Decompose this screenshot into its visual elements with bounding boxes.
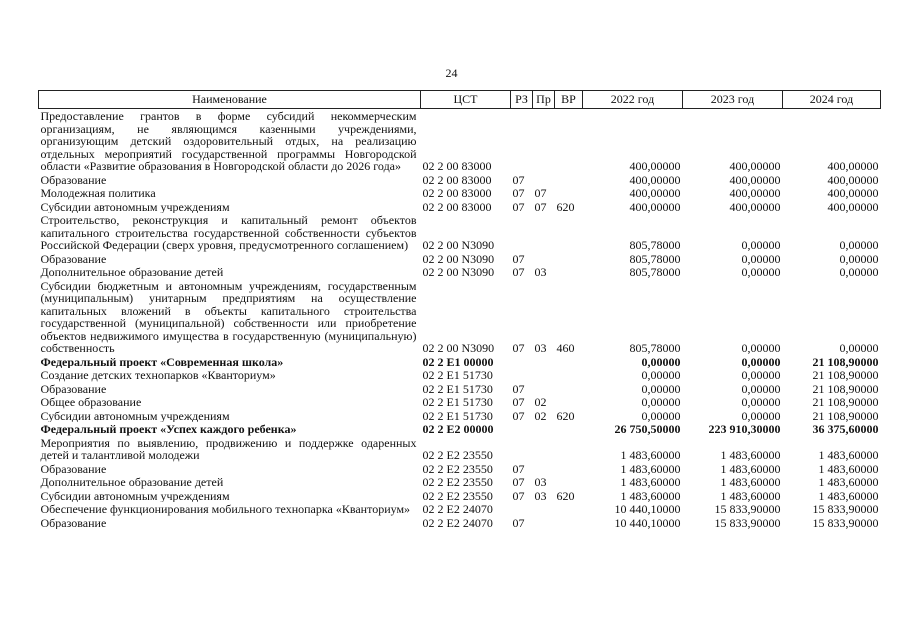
table-row (39, 279, 881, 355)
cell-cst: 02 2 E2 23550 (422, 448, 493, 462)
cell-2022: 400,00000 (629, 199, 681, 213)
cell-cst: 02 2 E2 24070 (422, 502, 493, 516)
cell-pr (533, 173, 555, 187)
cell-vr (555, 109, 583, 173)
cell-name: Предоставление грантов в форме субсидий некоммерческим организациям, не являющимся казенными учреждениями, организующим детский оздоровительный отдых, на реализацию отдельных мероприятий государственной программы Новгородской области «Развитие образования в Новгородской области до 2026 года» (40, 109, 417, 173)
cell-cst: 02 2 E2 23550 (422, 461, 493, 475)
page-number: 24 (445, 66, 458, 80)
cell-2024: 21 108,90000 (812, 354, 879, 368)
cell-2024: 1 483,60000 (818, 475, 879, 489)
cell-vr (555, 395, 583, 409)
cell-rz: 07 (512, 475, 525, 489)
cell-pr (533, 516, 555, 530)
cell-rz (511, 422, 533, 436)
cell-2024: 21 108,90000 (812, 381, 879, 395)
column-header-pr: Пр (533, 91, 555, 109)
cell-2022: 400,00000 (629, 186, 681, 200)
cell-pr (533, 368, 555, 382)
column-header-2023: 2023 год (683, 91, 783, 109)
cell-rz: 07 (512, 395, 525, 409)
cell-pr: 03 (534, 341, 547, 355)
cell-2023: 0,00000 (741, 341, 781, 355)
cell-name: Строительство, реконструкция и капитальный ремонт объектов капитального строительства государственной собственности субъектов Российской Федерации (сверх уровня, предусмотренного соглашением) (40, 213, 417, 252)
cell-2023: 1 483,60000 (720, 488, 781, 502)
table-row (39, 516, 881, 530)
cell-2022: 1 483,60000 (620, 448, 681, 462)
cell-2022: 805,78000 (629, 238, 681, 252)
cell-rz: 07 (512, 251, 525, 265)
column-header-rz: РЗ (511, 91, 533, 109)
cell-2022: 1 483,60000 (620, 475, 681, 489)
cell-2022: 0,00000 (641, 408, 681, 422)
cell-pr (533, 355, 555, 369)
column-header-cst: ЦСТ (421, 91, 511, 109)
cell-cst: 02 2 00 83000 (422, 172, 492, 186)
cell-vr (555, 436, 583, 462)
cell-rz: 07 (512, 199, 525, 213)
cell-2024: 1 483,60000 (818, 461, 879, 475)
cell-2022: 400,00000 (629, 159, 681, 173)
cell-2023: 0,00000 (741, 265, 781, 279)
column-header-vr: ВР (555, 91, 583, 109)
cell-name: Субсидии автономным учреждениям (40, 488, 230, 502)
cell-name: Образование (40, 515, 107, 529)
cell-2022: 0,00000 (641, 368, 681, 382)
cell-rz (511, 109, 533, 173)
cell-cst: 02 2 00 N3090 (422, 341, 495, 355)
cell-name: Мероприятия по выявлению, продвижению и поддержке одаренных детей и талантливой молодежи (40, 435, 417, 462)
cell-2022: 10 440,10000 (614, 515, 681, 529)
cell-rz (511, 355, 533, 369)
cell-vr (555, 475, 583, 489)
cell-name: Молодежная политика (40, 186, 156, 200)
cell-rz: 07 (512, 515, 525, 529)
cell-2024: 400,00000 (827, 159, 879, 173)
cell-2023: 0,00000 (741, 395, 781, 409)
cell-name: Образование (40, 251, 107, 265)
cell-pr (533, 462, 555, 476)
cell-2024: 400,00000 (827, 199, 879, 213)
cell-2023: 15 833,90000 (714, 502, 781, 516)
cell-vr (555, 186, 583, 200)
table-row (39, 186, 881, 200)
cell-2024: 15 833,90000 (812, 515, 879, 529)
cell-name: Дополнительное образование детей (40, 265, 224, 279)
cell-pr: 02 (534, 395, 547, 409)
table-row (39, 252, 881, 266)
cell-name: Общее образование (40, 395, 142, 409)
cell-2024: 400,00000 (827, 172, 879, 186)
cell-pr (533, 109, 555, 173)
cell-2023: 0,00000 (741, 368, 781, 382)
table-row (39, 213, 881, 252)
cell-pr (533, 213, 555, 252)
table-header-row (39, 91, 881, 109)
table-row (39, 368, 881, 382)
cell-name: Субсидии бюджетным и автономным учреждениям, государственным (муниципальным) унитарным предприятиям на осуществление капитальных вложений в объекты капитального строительства государственной (муниципальной) собственности или приобретение объектов недвижимого имущества в государственную (муниципальную) собственность (40, 278, 417, 355)
table-row (39, 409, 881, 423)
cell-rz (511, 213, 533, 252)
cell-2023: 0,00000 (741, 354, 781, 368)
cell-cst: 02 2 E2 23550 (422, 488, 493, 502)
cell-rz: 07 (512, 488, 525, 502)
cell-vr: 620 (556, 199, 575, 213)
cell-name: Обеспечение функционирования мобильного технопарка «Кванториум» (40, 502, 411, 516)
cell-pr: 03 (534, 488, 547, 502)
cell-cst: 02 2 00 N3090 (422, 238, 495, 252)
cell-pr (533, 382, 555, 396)
cell-vr: 460 (556, 341, 575, 355)
cell-vr (555, 422, 583, 436)
cell-rz: 07 (512, 341, 525, 355)
cell-2023: 0,00000 (741, 408, 781, 422)
cell-cst: 02 2 E1 51730 (422, 408, 493, 422)
cell-name: Образование (40, 172, 107, 186)
cell-2024: 15 833,90000 (812, 502, 879, 516)
cell-2022: 400,00000 (629, 172, 681, 186)
cell-vr (555, 173, 583, 187)
cell-2023: 0,00000 (741, 381, 781, 395)
cell-rz (511, 502, 533, 516)
cell-rz (511, 368, 533, 382)
cell-pr: 07 (534, 199, 547, 213)
cell-pr: 03 (534, 475, 547, 489)
cell-name: Образование (40, 461, 107, 475)
cell-2022: 1 483,60000 (620, 461, 681, 475)
cell-2024: 1 483,60000 (818, 448, 879, 462)
cell-2023: 0,00000 (741, 251, 781, 265)
cell-pr: 02 (534, 408, 547, 422)
cell-pr (533, 252, 555, 266)
cell-2023: 223 910,30000 (708, 422, 781, 436)
cell-2022: 0,00000 (641, 354, 681, 368)
cell-2024: 1 483,60000 (818, 488, 879, 502)
table-row (39, 462, 881, 476)
cell-vr (555, 516, 583, 530)
cell-vr (555, 368, 583, 382)
cell-vr (555, 355, 583, 369)
cell-vr (555, 252, 583, 266)
table-row (39, 382, 881, 396)
cell-2024: 21 108,90000 (812, 408, 879, 422)
cell-2024: 21 108,90000 (812, 395, 879, 409)
cell-2024: 0,00000 (839, 265, 879, 279)
cell-cst: 02 2 E1 51730 (422, 368, 493, 382)
cell-cst: 02 2 00 N3090 (422, 265, 495, 279)
cell-cst: 02 2 00 83000 (422, 199, 492, 213)
cell-name: Федеральный проект «Успех каждого ребенка» (40, 422, 297, 436)
cell-vr (555, 382, 583, 396)
cell-2023: 15 833,90000 (714, 515, 781, 529)
cell-name: Образование (40, 381, 107, 395)
cell-pr: 03 (534, 265, 547, 279)
table-row (39, 489, 881, 503)
cell-name: Федеральный проект «Современная школа» (40, 354, 284, 368)
cell-cst: 02 2 E1 00000 (422, 354, 494, 368)
cell-rz (511, 436, 533, 462)
cell-pr (533, 502, 555, 516)
cell-name: Субсидии автономным учреждениям (40, 199, 230, 213)
cell-vr: 620 (556, 488, 575, 502)
cell-2023: 1 483,60000 (720, 461, 781, 475)
table-row (39, 109, 881, 173)
cell-vr (555, 265, 583, 279)
cell-vr (555, 213, 583, 252)
cell-2022: 0,00000 (641, 395, 681, 409)
table-row (39, 265, 881, 279)
table-row (39, 436, 881, 462)
cell-2024: 21 108,90000 (812, 368, 879, 382)
cell-rz: 07 (512, 172, 525, 186)
table-row (39, 502, 881, 516)
cell-rz: 07 (512, 461, 525, 475)
cell-cst: 02 2 E2 24070 (422, 515, 493, 529)
cell-2024: 400,00000 (827, 186, 879, 200)
cell-rz: 07 (512, 381, 525, 395)
cell-pr: 07 (534, 186, 547, 200)
cell-2023: 1 483,60000 (720, 475, 781, 489)
cell-cst: 02 2 E2 00000 (422, 422, 494, 436)
cell-2023: 1 483,60000 (720, 448, 781, 462)
cell-vr (555, 502, 583, 516)
cell-cst: 02 2 E2 23550 (422, 475, 493, 489)
cell-2022: 805,78000 (629, 341, 681, 355)
cell-2022: 26 750,50000 (614, 422, 681, 436)
table-row (39, 475, 881, 489)
cell-2024: 0,00000 (839, 341, 879, 355)
table-row (39, 422, 881, 436)
cell-2023: 400,00000 (729, 172, 781, 186)
cell-2023: 400,00000 (729, 186, 781, 200)
cell-2023: 400,00000 (729, 159, 781, 173)
cell-2022: 805,78000 (629, 265, 681, 279)
budget-table (38, 90, 881, 529)
cell-2023: 0,00000 (741, 238, 781, 252)
table-row (39, 355, 881, 369)
cell-cst: 02 2 E1 51730 (422, 395, 493, 409)
column-header-name: Наименование (39, 91, 421, 109)
cell-2024: 36 375,60000 (812, 422, 879, 436)
cell-2022: 10 440,10000 (614, 502, 681, 516)
column-header-2022: 2022 год (583, 91, 683, 109)
cell-cst: 02 2 00 N3090 (422, 251, 495, 265)
cell-pr (533, 436, 555, 462)
cell-name: Субсидии автономным учреждениям (40, 408, 230, 422)
table-row (39, 395, 881, 409)
cell-rz: 07 (512, 186, 525, 200)
cell-vr: 620 (556, 408, 575, 422)
table-row (39, 200, 881, 214)
cell-2024: 0,00000 (839, 238, 879, 252)
cell-2024: 0,00000 (839, 251, 879, 265)
cell-cst: 02 2 00 83000 (422, 186, 492, 200)
cell-name: Дополнительное образование детей (40, 475, 224, 489)
cell-name: Создание детских технопарков «Кванториум» (40, 368, 276, 382)
cell-2022: 0,00000 (641, 381, 681, 395)
cell-2022: 805,78000 (629, 251, 681, 265)
cell-rz: 07 (512, 408, 525, 422)
cell-cst: 02 2 00 83000 (422, 159, 492, 173)
cell-2022: 1 483,60000 (620, 488, 681, 502)
cell-cst: 02 2 E1 51730 (422, 381, 493, 395)
cell-rz: 07 (512, 265, 525, 279)
cell-vr (555, 462, 583, 476)
column-header-2024: 2024 год (783, 91, 881, 109)
table-row (39, 173, 881, 187)
cell-2023: 400,00000 (729, 199, 781, 213)
cell-pr (533, 422, 555, 436)
